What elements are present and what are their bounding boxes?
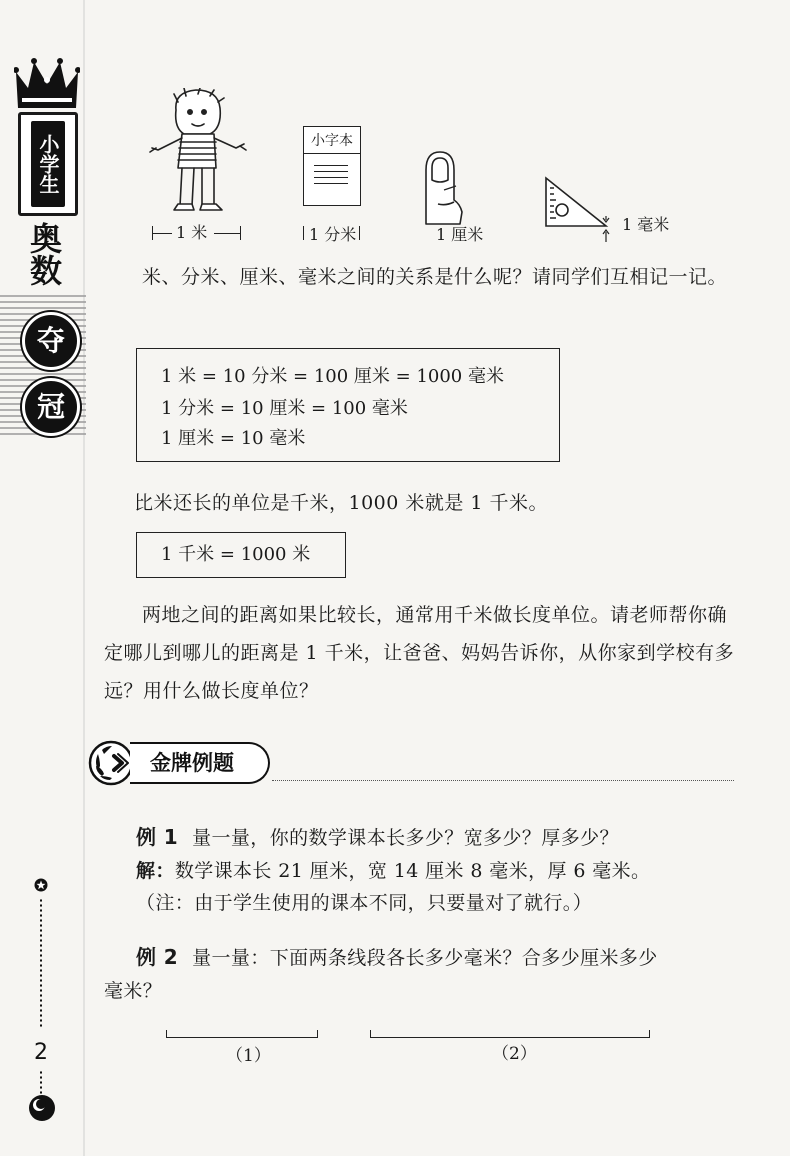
km-box [136,532,346,578]
boy-illustration [148,88,248,220]
page-dots-top [40,898,42,1028]
example-2-label: 例 2 [136,945,179,969]
answer-label: 解： [136,860,175,882]
label-1m: 1 米 [176,223,208,242]
distance-paragraph: 两地之间的距离如果比较长，通常用千米做长度单位。请老师帮你确定哪儿到哪儿的距离是 1 千米，让爸爸、妈妈告诉你，从你家到学校有多远？用什么做长度单位？ [104,604,735,702]
example-2-question-cont: 毫米？ [104,980,163,1002]
example-2-question: 量一量：下面两条线段各长多少毫米？合多少厘米多少 [192,947,658,969]
label-1mm: 1 毫米 [622,215,670,234]
km-conversion: 1 千米 = 1000 米 [161,544,311,565]
conversion-box [136,348,560,462]
example-1-answer [136,860,650,882]
example-1 [136,826,619,849]
conversion-line-3: 1 厘米 = 10 毫米 [161,428,306,449]
conversion-line-2: 1 分米 = 10 厘米 = 100 毫米 [161,398,408,419]
section-title: 金牌例题 [130,742,270,784]
segment-2-label: （2） [492,1044,537,1064]
finger-illustration [418,150,468,226]
label-1cm: 1 厘米 [436,225,484,244]
laurel-icon [88,740,134,786]
conversion-line-1: 1 米 = 10 分米 = 100 厘米 = 1000 毫米 [161,366,504,387]
circle-badge-duo: 夺 [22,312,80,370]
example-2 [136,946,658,969]
book-title-large: 奥数 [25,222,63,286]
page-number: 2 [34,1040,48,1065]
segment-1-label: （1） [226,1046,271,1066]
intro-paragraph: 米、分米、厘米、毫米之间的关系是什么呢？请同学们互相记一记。 [142,266,728,288]
page-dots-bottom [40,1070,42,1094]
book-title-badge [18,112,78,216]
notebook-illustration [303,126,361,206]
answer-text: 数学课本长 21 厘米，宽 14 厘米 8 毫米，厚 6 毫米。 [174,860,651,882]
example-1-label: 例 1 [136,825,179,849]
line-segment-1 [166,1030,318,1038]
notebook-title: 小字本 [304,133,360,154]
label-1dm: 1 分米 [309,225,357,244]
triangle-ruler-illustration [540,168,620,244]
example-1-note: （注：由于学生使用的课本不同，只要量对了就行。） [136,892,593,914]
star-icon [34,878,48,892]
example-1-question: 量一量，你的数学课本长多少？宽多少？厚多少？ [192,827,619,849]
section-divider [272,780,734,781]
moon-icon [28,1094,56,1122]
line-segment-2 [370,1030,650,1038]
book-title-small: 小学生 [31,121,65,207]
circle-badge-guan: 冠 [22,378,80,436]
km-intro: 比米还长的单位是千米，1000 米就是 1 千米。 [134,492,549,514]
crown-icon [14,58,80,112]
